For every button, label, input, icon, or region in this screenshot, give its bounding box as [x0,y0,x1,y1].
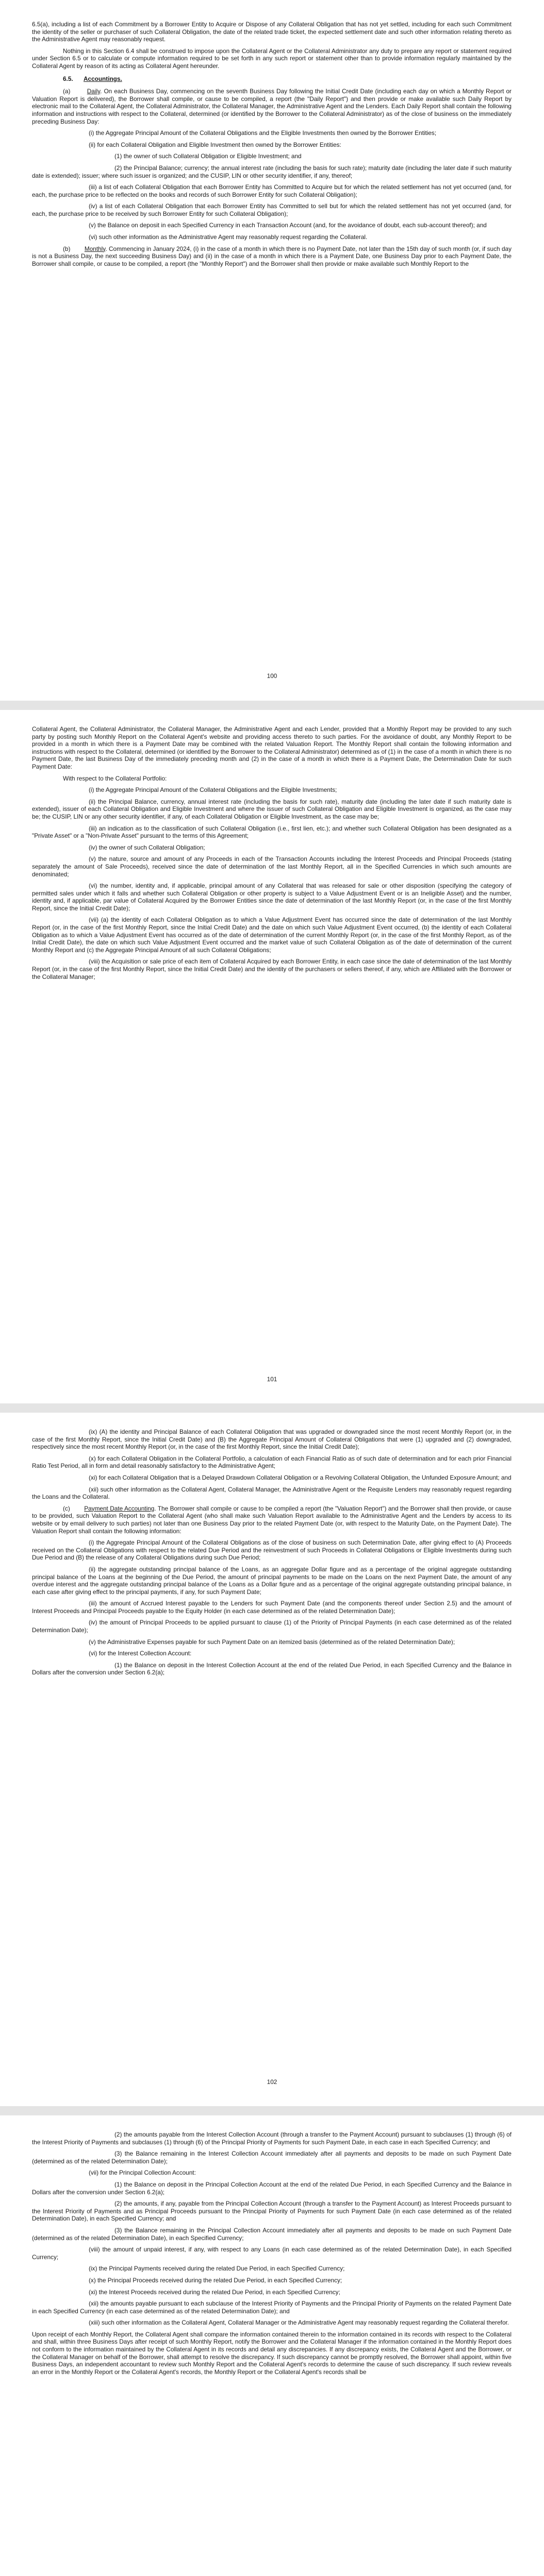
paragraph: (vii) for the Principal Collection Account: [89,2169,196,2177]
clause-title: Monthly [84,245,106,252]
paragraph: (iii) an indication as to the classification of such Collateral Obligation (i.e., first lien, etc.); and whether such Collateral Obligation has been designated as a "Private Asset" or a "Non-Private Asset" pursuant to the terms of this Agreement; [32,824,512,840]
section-heading [63,75,512,83]
page-body [32,725,512,985]
page-separator [0,1403,544,1413]
clause-text: . On each Business Day, commencing on the seventh Business Day following the Initial Credit Date (including each day on which a Monthly Report or Valuation Report is delivered), the Borrower shall compile, or cause to be compiled, a report (the "Daily Report") and then provide or make available such Daily Report by electronic mail to the Collateral Agent, the Collateral Administrator, the Collateral Manager, the Administrative Agent and the Lenders. Each Daily Report shall contain the following information and instructions with respect to the Collateral, determined (or identified by the Borrower to the Collateral Administrator) as of the close of business on the immediately preceding Business Day: [32,88,512,125]
section-number: 6.5. [63,75,73,82]
page-separator [0,701,544,710]
paragraph: (vi) such other information as the Administrative Agent may reasonably request regarding the Collateral. [89,233,368,241]
paragraph: (x) the Principal Proceeds received during the related Due Period, in each Specified Currency; [89,2276,342,2284]
paragraph: (iv) a list of each Collateral Obligation that each Borrower Entity has Committed to sell but for which the related settlement has not yet occurred (and, for each, the purchase price to be received by such Borrower Entity for such Collateral Obligation); [32,202,512,217]
paragraph: With respect to the Collateral Portfolio: [63,774,167,782]
paragraph: (iii) a list of each Collateral Obligation that each Borrower Entity has Committed to Acquire but for which the related settlement has not yet occurred (and, for each, the purchase price to be reflected on the books and records of such Borrower Entity for such Collateral Obligation); [32,183,512,198]
page-body [32,2131,512,2380]
page-number: 101 [267,1376,277,1383]
paragraph [32,1505,512,1535]
paragraph: (xi) for each Collateral Obligation that is a Delayed Drawdown Collateral Obligation or a Revolving Collateral Obligation, the Unfunded Exposure Amount; and [89,1473,512,1481]
paragraph: (i) the Aggregate Principal Amount of the Collateral Obligations and the Eligible Investments; [89,786,337,794]
paragraph: 6.5(a), including a list of each Commitment by a Borrower Entity to Acquire or Dispose of any Collateral Obligation that has not yet settled, including for each such Commitment the identity of the seller or purchaser of such Collateral Obligation, the date of the related trade ticket, the expected settlement date and such other information relating thereto as the Administrative Agent may reasonably request. [32,21,512,43]
clause-text: . The Borrower shall compile or cause to be compiled a report (the "Valuation Report") and the Borrower shall then provide, or cause to be provided, such Valuation Report to the Collateral Agent (who shall make such Valuation Report available to the Administrative Agent and the Lenders by access to its website or by email delivery to such parties) not later than one Business Day prior to the related Payment Date (or, with respect to the Maturity Date, on the Payment Date). The Valuation Report shall contain the following information: [32,1504,512,1535]
section-title: Accountings. [84,75,122,82]
paragraph: (xi) the Interest Proceeds received during the related Due Period, in each Specified Currency; [89,2288,340,2296]
paragraph: (ii) the Principal Balance, currency, annual interest rate (including the basis for such rate), maturity date (including the later date if such maturity date is extended), issuer of each Collateral Obligation and Eligible Investment and where the issuer of such Collateral Obligation and Eligible Investment is organized, as the case may be; the CUSIP, LIN or any other security identifier, if any, of each Collateral Obligation or Eligible Investment, as the case may be; [32,798,512,820]
clause-text: . Commencing in January 2024, (i) in the case of a month in which there is no Payment Date, not later than the 15th day of such month (or, if such day is not a Business Day, the next succeeding Business Day) and (ii) in the case of a month in which there is a Payment Date, one Business Day prior to each Payment Date, the Borrower shall compile, or cause to be compiled, a report (the "Monthly Report") and the Borrower shall then provide or make available such Monthly Report to the [32,245,512,267]
paragraph [32,245,512,268]
paragraph: (2) the amounts payable from the Interest Collection Account (through a transfer to the Payment Account) pursuant to subclauses (1) through (6) of the Interest Priority of Payments and subclauses (1) through (6) of the Principal Priority of Payments for such Payment Date, in each case in each Specified Currency; and [32,2131,512,2146]
clause-title: Daily [87,88,101,95]
paragraph: (ii) the aggregate outstanding principal balance of the Loans, as an aggregate Dollar figure and as a percentage of the original aggregate outstanding principal balance of the Loans at the beginning of the Due Period, the amount of principal payments to be made on the Loans on the next Payment Date, the amount of any overdue interest and the aggregate outstanding principal balance of the Loans as a Dollar figure and as a percentage of the original aggregate outstanding principal balance, in each case after giving effect to the principal payments, if any, for such Payment Date; [32,1565,512,1596]
paragraph: Upon receipt of each Monthly Report, the Collateral Agent shall compare the information contained therein to the information contained in its records with respect to the Collateral and shall, within three Business Days after receipt of such Monthly Report, notify the Borrower and the Collateral Manager if the information contained in the Monthly Report does not conform to the information maintained by the Collateral Agent in its records and detail any discrepancies. If any discrepancy exists, the Collateral Agent and the Borrower, or the Collateral Manager on behalf of the Borrower, shall attempt to resolve the discrepancy. If such discrepancy cannot be promptly resolved, the Borrower shall appoint, within five Business Days, an independent accountant to review such Monthly Report and the Collateral Agent's records to determine the cause of such discrepancy. If such review reveals an error in the Monthly Report or the Collateral Agent's records, the Monthly Report or the Collateral Agent's records shall be [32,2330,512,2376]
page-body [32,21,512,272]
clause-marker: (a) [63,88,71,95]
paragraph: (ii) for each Collateral Obligation and Eligible Investment then owned by the Borrower Entities: [89,141,341,148]
page-separator [0,2106,544,2115]
paragraph: (3) the Balance remaining in the Interest Collection Account immediately after all payments and deposits to be made on such Payment Date (determined as of the related Determination Date); [32,2150,512,2165]
clause-marker: (c) [63,1504,70,1512]
paragraph: (xiii) such other information as the Collateral Agent, Collateral Manager or the Administrative Agent may reasonably request regarding the Collateral therefor. [89,2319,509,2327]
paragraph: (2) the amounts, if any, payable from the Principal Collection Account (through a transfer to the Payment Account) as Interest Proceeds pursuant to the Interest Priority of Payments and as Principal Proceeds pursuant to the Principal Priority of Payments for such Payment Date (in each case determined as of the related Determination Date), in each Specified Currency; and [32,2200,512,2223]
document-page-102 [0,1413,544,2106]
paragraph: (ix) the Principal Payments received during the related Due Period, in each Specified Currency; [89,2265,345,2273]
paragraph: (i) the Aggregate Principal Amount of the Collateral Obligations and the Eligible Investments then owned by the Borrower Entities; [89,129,437,137]
paragraph: (xii) such other information as the Collateral Agent, Collateral Manager, the Administrative Agent or the Requisite Lenders may reasonably request regarding the Loans and the Collateral. [32,1485,512,1501]
paragraph: (1) the Balance on deposit in the Interest Collection Account at the end of the related Due Period, in each Specified Currency and the Balance in Dollars after the conversion under Section 6.2(a); [32,1661,512,1676]
paragraph: (iv) the amount of Principal Proceeds to be applied pursuant to clause (1) of the Priority of Principal Payments (in each case determined as of the related Determination Date); [32,1619,512,1634]
paragraph: (v) the Administrative Expenses payable for such Payment Date on an itemized basis (determined as of the related Determination Date); [89,1638,455,1646]
paragraph: (vi) the number, identity and, if applicable, principal amount of any Collateral that was released for sale or other disposition (specifying the category of permitted sales under which it falls and whether such Collateral Obligation or other property is subject to a Value Adjustment Event or is an Ineligible Asset) and the number, identity and, if applicable, par value of Collateral Acquired by the Borrower Entities since the date of determination of the last Monthly Report (or, in the case of the first Monthly Report, since the Initial Credit Date); [32,882,512,912]
page-body [32,1428,512,1681]
page-number: 102 [267,2078,277,2086]
document-page-101 [0,710,544,1403]
document-page-103 [0,2115,544,2576]
paragraph: (vii) (a) the identity of each Collateral Obligation as to which a Value Adjustment Event has occurred since the date of determination of the last Monthly Report (or, in the case of the first Monthly Report, since the Initial Credit Date) and the date on which such Value Adjustment Event occurred, (b) the identity of each Collateral Obligation as to which a Value Adjustment Event has occurred as of the date of determination of the current Monthly Report (or, in the case of the first Monthly Report, as of the Initial Credit Date), the date on which such Value Adjustment Event occurred and the market value of such Collateral Obligation as of the date of determination of the current Monthly Report and (c) the Aggregate Principal Amount of all such Collateral Obligations; [32,916,512,954]
paragraph: Nothing in this Section 6.4 shall be construed to impose upon the Collateral Agent or the Collateral Administrator any duty to prepare any report or statement required under Section 6.5 or to calculate or compute information required to be set forth in any such report or statement other than to provide information regularly maintained by the Collateral Agent by reason of its acting as Collateral Agent hereunder. [32,47,512,70]
paragraph: (viii) the Acquisition or sale price of each item of Collateral Acquired by each Borrower Entity, in each case since the date of determination of the last Monthly Report (or, in the case of the first Monthly Report, since the Initial Credit Date) and the identity of the purchasers or sellers thereof, if any, which are Affiliated with the Borrower or the Collateral Manager; [32,958,512,980]
paragraph: (vi) for the Interest Collection Account: [89,1650,192,1657]
paragraph [32,88,512,125]
document-page-100 [0,0,544,701]
paragraph: (iii) the amount of Accrued Interest payable to the Lenders for such Payment Date (and the components thereof under Section 2.5) and the amount of Interest Proceeds and Principal Proceeds payable to the Equity Holder (in each case determined as of the related Determination Date); [32,1600,512,1615]
paragraph: (xii) the amounts payable pursuant to each subclause of the Interest Priority of Payments and the Principal Priority of Payments on the related Payment Date in each Specified Currency (in each case determined as of the related Determination Date); and [32,2300,512,2315]
paragraph: (iv) the owner of such Collateral Obligation; [89,843,205,851]
paragraph: (x) for each Collateral Obligation in the Collateral Portfolio, a calculation of each Financial Ratio as of such date of determination and for each prior Financial Ratio Test Period, all in form and detail reasonably satisfactory to the Administrative Agent; [32,1454,512,1470]
paragraph: (1) the owner of such Collateral Obligation or Eligible Investment; and [114,152,302,160]
paragraph: (v) the nature, source and amount of any Proceeds in each of the Transaction Accounts including the Interest Proceeds and Principal Proceeds (stating separately the amount of Sale Proceeds), received since the date of determination of the last Monthly Report, all in the Specified Currencies in which such amounts are denominated; [32,855,512,878]
paragraph: (viii) the amount of unpaid interest, if any, with respect to any Loans (in each case determined as of the related Determination Date), in each Specified Currency; [32,2246,512,2261]
paragraph: (v) the Balance on deposit in each Specified Currency in each Transaction Account (and, for the avoidance of doubt, each sub-account thereof); and [89,222,487,229]
page-number: 100 [267,672,277,680]
paragraph: Collateral Agent, the Collateral Administrator, the Collateral Manager, the Administrative Agent and each Lender, provided that a Monthly Report may be provided to any such party by posting such Monthly Report on the Collateral Agent's website and providing access thereto to such parties. For the avoidance of doubt, any Monthly Report to be provided in a month in which there is a Payment Date may be combined with the related Valuation Report. The Monthly Report shall contain the following information and instructions with respect to the Collateral, determined (or identified by the Borrower to the Collateral Administrator) determined as of (1) in the case of a month in which there is no Payment Date, the last Business Day of the immediately preceding month and (2) in the case of a month in which there is a Payment Date, the Determination Date for such Payment Date: [32,725,512,770]
paragraph: (1) the Balance on deposit in the Principal Collection Account at the end of the related Due Period, in each Specified Currency and the Balance in Dollars after the conversion under Section 6.2(a); [32,2180,512,2196]
paragraph: (2) the Principal Balance; currency; the annual interest rate (including the basis for such rate); maturity date (including the later date if such maturity date is extended); issuer; where such issuer is organized; and the CUSIP, LIN or other security identifier, if any, thereof; [32,164,512,179]
paragraph: (ix) (A) the identity and Principal Balance of each Collateral Obligation that was upgraded or downgraded since the most recent Monthly Report (or, in the case of the first Monthly Report, since the Initial Credit Date) and (B) the Aggregate Principal Amount of Collateral Obligations that were (1) upgraded and (2) downgraded, respectively since the most recent Monthly Report (or, in the case of the first Monthly Report, since the Initial Credit Date); [32,1428,512,1451]
clause-marker: (b) [63,245,71,252]
paragraph: (i) the Aggregate Principal Amount of the Collateral Obligations as of the close of business on such Determination Date, after giving effect to (A) Proceeds received on the Collateral Obligations with respect to the related Due Period and the reinvestment of such Proceeds in Collateral Obligations or Eligible Investments during such Due Period and (B) the release of any Collateral Obligations during such Due Period; [32,1539,512,1562]
clause-title: Payment Date Accounting [84,1504,155,1512]
paragraph: (3) the Balance remaining in the Principal Collection Account immediately after all payments and deposits to be made on such Payment Date (determined as of the related Determination Date), in each Specified Currency; [32,2226,512,2242]
